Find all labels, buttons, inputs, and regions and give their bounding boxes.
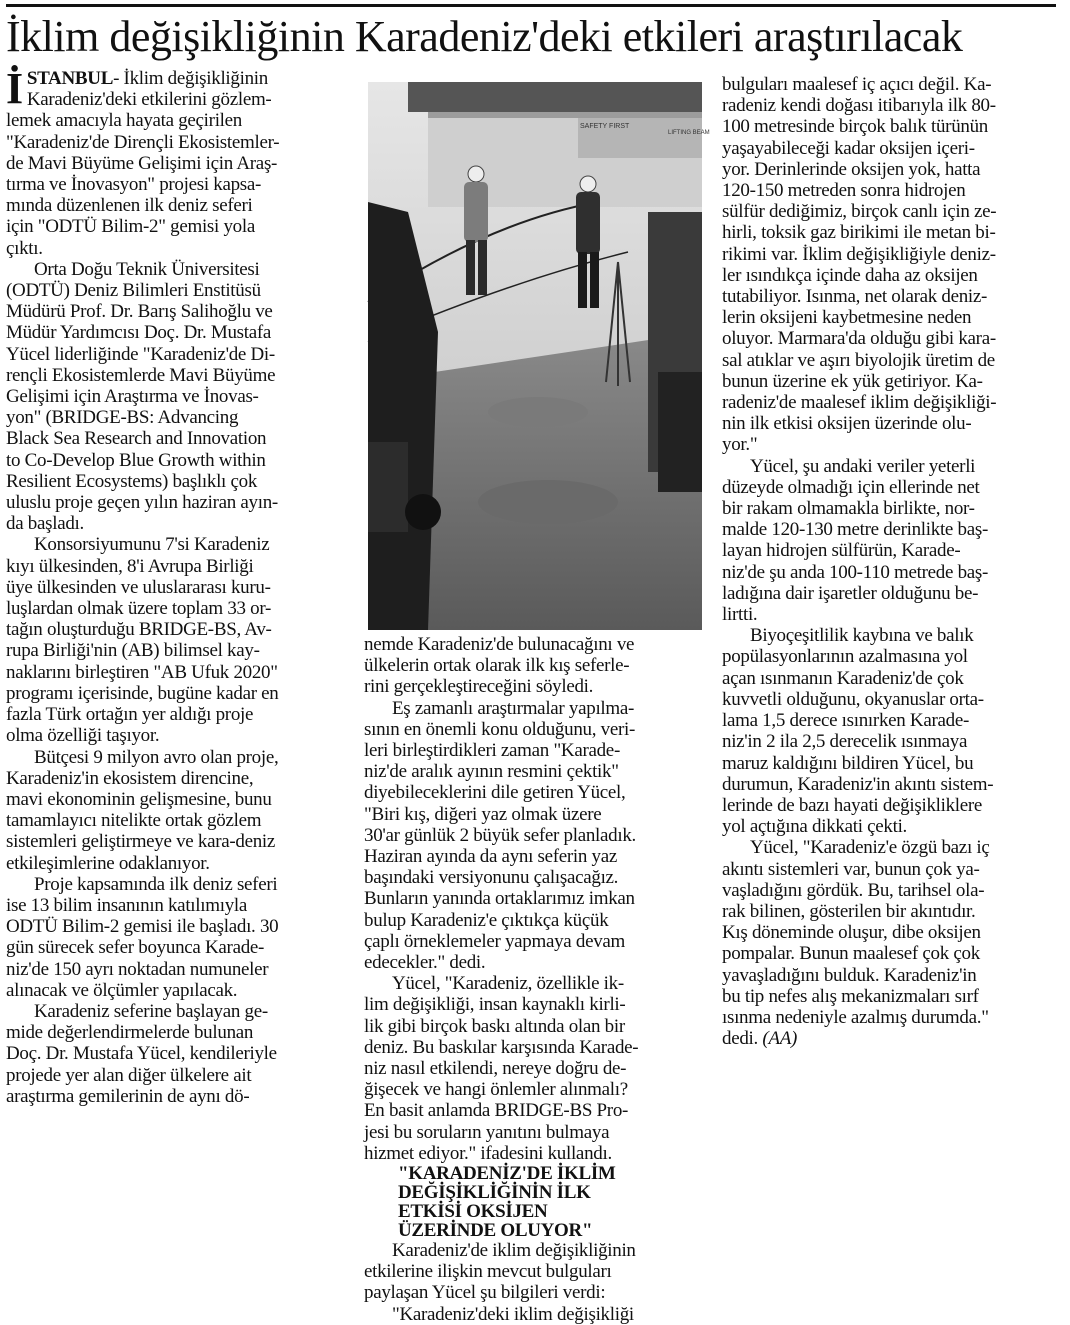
- paragraph: "Karadeniz'deki iklim değişikliği: [392, 1303, 634, 1325]
- paragraph: Karadeniz'de iklim değişikliğinin etkilerine ilişkin mevcut bulguları paylaşan Yücel şu bilgileri verdi:: [364, 1240, 636, 1304]
- column-2: [364, 634, 704, 1325]
- paragraph: Karadeniz seferine başlayan ge- mide değerlendirmelerde bulunan Doç. Dr. Mustafa Yücel, kendileriyle projede yer alan diğer ülkelere ait araştırma gemilerinin de aynı dö-: [6, 1000, 277, 1107]
- paragraph: Eş zamanlı araştırmalar yapılma- sının en önemli konu olduğunu, veri- leri birleştirdikleri zaman "Karade- niz'de aralık ayının resmini çektik" diyebileceklerini dile getiren Yücel, "Biri kış, diğeri yaz olmak üzere 30'ar günlük 2 büyük sefer planladık. Haziran ayında da aynı seferin yaz başındaki versiyonunu çalışacağız. Bunların yanında ortaklarımız imkan bulup Karadeniz'e çıktıkça küçük çaplı örneklemeler yapmaya devam edecekler." dedi.: [364, 697, 636, 974]
- paragraph: Bütçesi 9 milyon avro olan proje, Karadeniz'in ekosistem direncine, mavi ekonominin gelişmesine, bunu tamamlayıcı nitelikte ortak gözlem sistemleri geliştirmeye ve kara-deniz etkileşimlerine odaklanıyor.: [6, 746, 279, 874]
- lead-paragraph: [6, 64, 351, 259]
- paragraph: Yücel, şu andaki veriler yeterli düzeyde olmadığı için ellerinde net bir rakam olmamakla birlikte, nor- malde 120-130 metre derinlikte baş- layan hidrojen sülfürün, Karade- niz'de şu anda 100-110 metrede baş- ladığına dair işaretler olduğunu be- lirtti.: [722, 455, 989, 626]
- closing-paragraph: [722, 837, 1064, 1049]
- intro-text: - İklim değişikliğinin Karadeniz'deki etkilerini gözlem- lemek amacıyla hayata geçirilen "Karadeniz'de Dirençli Ekosistemler- de Mavi Büyüme Gelişimi için Araş- tırma ve İnovasyon" projesi kapsa- mında düzenlenen ilk deniz seferi için "ODTÜ Bilim-2" gemisi yola çıktı.: [6, 68, 280, 259]
- headline: İklim değişikliğinin Karadeniz'deki etkileri araştırılacak: [6, 12, 963, 61]
- paragraph: Yücel, "Karadeniz, özellikle ik- lim değişikliği, insan kaynaklı kirli- lik gibi birçok baskı altında olan bir deniz. Bu baskılar karşısında Karade- niz nasıl etkilendi, nereye doğru de- ğişecek ve hangi önlemler alınmalı? En basit anlamda BRIDGE-BS Pro- jesi bu soruların yanıtını bulmaya hizmet ediyor." ifadesini kullandı.: [364, 973, 639, 1164]
- column-3: [722, 74, 1064, 1049]
- sign-right-text: LIFTING BEAM: [668, 130, 710, 136]
- dropcap: İ: [6, 64, 23, 113]
- column-1: [6, 64, 351, 1107]
- closing-text: Yücel, "Karadeniz'e özgü bazı iç akıntı sistemleri var, bunun çok ya- vaşladığını gördük. Bu, tarihsel ola- rak bilinen, gösterilen bir akıntıdır. Kış döneminde oluşur, dibe oksijen pompalar. Bunun maalesef çok çok yavaşladığını bulduk. Karadeniz'in bu tip nefes alış mekanizmaları sırf ısınma nedeniyle azalmış durumda." dedi.: [722, 837, 990, 1050]
- news-source: (AA): [762, 1028, 798, 1050]
- paragraph: Biyoçeşitlilik kaybına ve balık popülasyonlarının azalmasına yol açan ısınmanın Karadeniz'de çok kuvvetli olduğunu, okyanuslar orta- lama 1,5 derece ısınırken Karade- niz'in 2 ila 2,5 derecelik ısınmaya maruz kaldığını bildiren Yücel, bu durumun, Karadeniz'in akıntı sistem- lerinde de bazı hayati değişikliklere yol açtığına dikkati çekti.: [722, 625, 994, 838]
- dateline: STANBUL: [26, 68, 114, 89]
- paragraph: Proje kapsamında ilk deniz seferi ise 13 bilim insanının katılımıyla ODTÜ Bilim-2 gemisi ile başladı. 30 gün sürecek sefer boyunca Karade- niz'de 150 ayrı noktadan numuneler alınacak ve ölçümler yapılacak.: [6, 873, 279, 1001]
- paragraph: bulguları maalesef iç açıcı değil. Ka- radeniz kendi doğası itibarıyla ilk 80- 100 metresinde birçok balık türünün yaşayabileceği kadar oksijen içeri- yor. Derinlerinde oksijen yok, hatta 120-150 metreden sonra hidrojen sülfür dediğimiz, birçok canlı için ze- hirli, toksik gaz birikimi ile metan bi- rikimi var. İklim değişikliğiyle deniz- ler ısındıkça içinde daha az oksijen tutabiliyor. Isınma, net olarak deniz- lerin oksijeni kaybetmesine neden oluyor. Marmara'da olduğu gibi kara- sal atıklar ve aşırı biyolojik üretim de bunun üzerine ek yük getiriyor. Ka- radeniz'de maalesef iklim değişikliği- nin ilk etkisi oksijen üzerinde olu- yor.": [722, 74, 997, 456]
- top-rule: [6, 4, 1056, 7]
- paragraph: nemde Karadeniz'de bulunacağını ve ülkelerin ortak olarak ilk kış seferle- rini gerçekleştireceğini söyledi.: [364, 634, 635, 698]
- paragraph: Orta Doğu Teknik Üniversitesi (ODTÜ) Deniz Bilimleri Enstitüsü Müdürü Prof. Dr. Barış Salihoğlu ve Müdür Yardımcısı Doç. Dr. Mustafa Yücel liderliğinde "Karadeniz'de Di- rençli Ekosistemlerde Mavi Büyüme Gelişimi için Araştırma ve İnovas- yon" (BRIDGE-BS: Advancing Black Sea Research and Innovation to Co-Develop Blue Growth within Resilient Ecosystems) başlıklı çok uluslu proje geçen yılın haziran ayın- da başladı.: [6, 258, 278, 535]
- ship-deck-illustration: [368, 82, 710, 630]
- subheading: "KARADENİZ'DE İKLİM DEĞİŞİKLİĞİNİN İLK ETKİSİ OKSİJEN ÜZERİNDE OLUYOR": [398, 1163, 616, 1242]
- paragraph: Konsorsiyumunu 7'si Karadeniz kıyı ülkesinden, 8'i Avrupa Birliği üye ülkesinden ve uluslararası kuru- luşlardan olmak üzere toplam 33 or- tağın oluşturduğu BRIDGE-BS, Av- rupa Birliği'nin (AB) bilimsel kay- naklarını birleştiren "AB Ufuk 2020" programı içerisinde, bugüne kadar en fazla Türk ortağın yer aldığı proje olma özelliği taşıyor.: [6, 534, 279, 747]
- sign-left-text: SAFETY FIRST: [580, 123, 630, 130]
- article-photo: [368, 82, 710, 630]
